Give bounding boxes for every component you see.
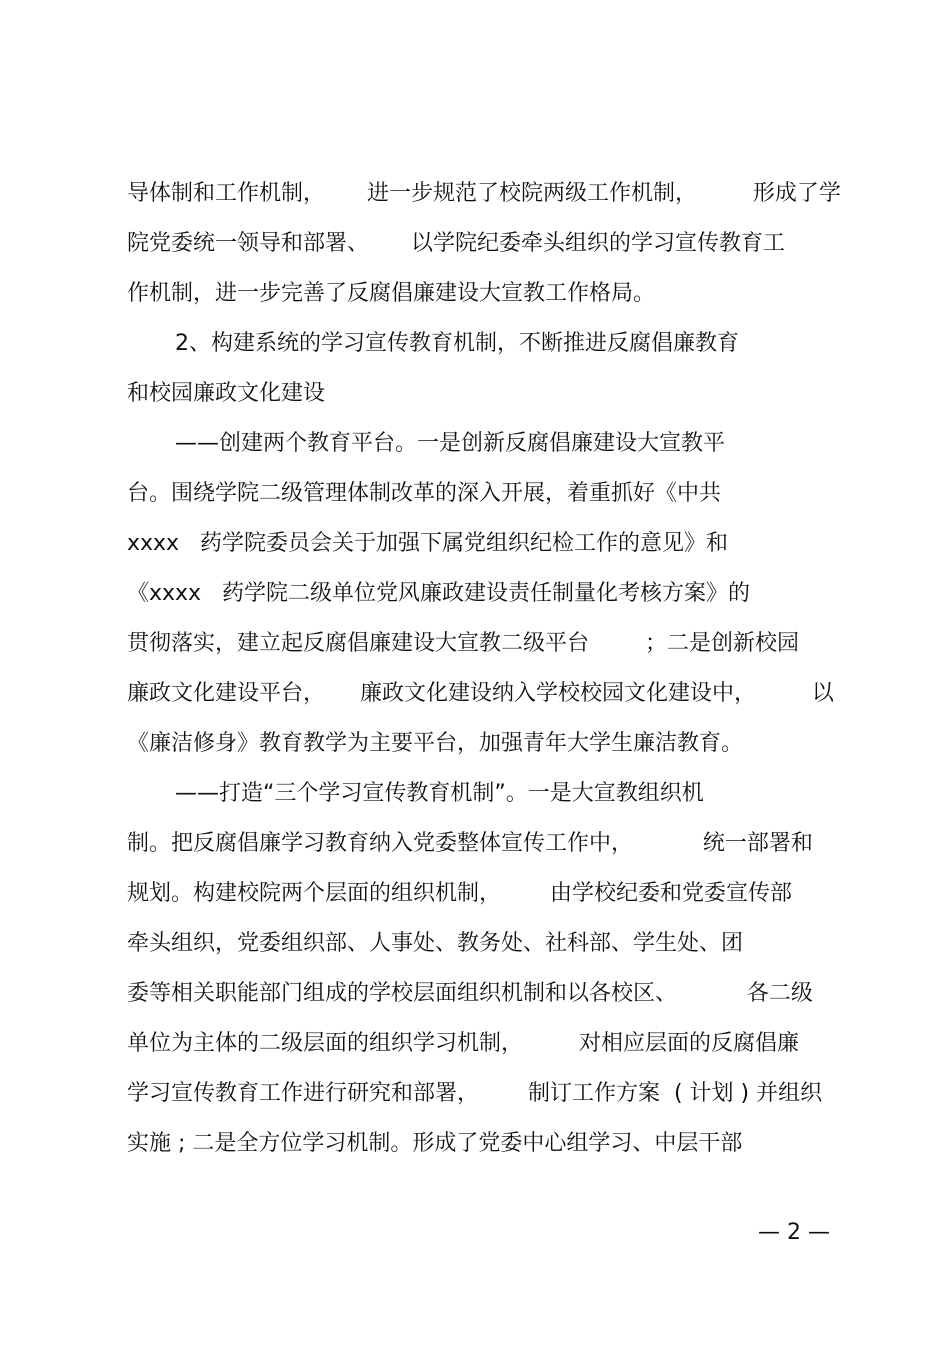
text-line: 《廉洁修身》教育教学为主要平台，加强青年大学生廉洁教育。 [127, 731, 744, 756]
text-line: 作机制，进一步完善了反腐倡廉建设大宣教工作格局。 [127, 281, 656, 306]
text-line: 牵头组织，党委组织部、人事处、教务处、社科部、学生处、团 [127, 931, 744, 956]
paragraph-start-line: ——创建两个教育平台。一是创新反腐倡廉建设大宣教平 [175, 431, 726, 456]
text-line: 学习宣传教育工作进行研究和部署， 制订工作方案 ( 计划 ) 并组织 [127, 1081, 823, 1106]
text-line: 廉政文化建设平台， 廉政文化建设纳入学校校园文化建设中， 以 [127, 681, 834, 706]
text-line: 制。把反腐倡廉学习教育纳入党委整体宣传工作中， 统一部署和 [127, 831, 813, 856]
text-line: 规划。构建校院两个层面的组织机制， 由学校纪委和党委宣传部 [127, 881, 792, 906]
text-line: 单位为主体的二级层面的组织学习机制， 对相应层面的反腐倡廉 [127, 1031, 799, 1056]
text-line: 贯彻落实，建立起反腐倡廉建设大宣教二级平台 ；二是创新校园 [127, 631, 799, 656]
text-line: xxxx 药学院委员会关于加强下属党组织纪检工作的意见》和 [127, 531, 729, 556]
section-heading-line: 和校园廉政文化建设 [127, 381, 326, 406]
text-line: 《xxxx 药学院二级单位党风廉政建设责任制量化考核方案》的 [127, 581, 751, 606]
page-number: — 2 — [758, 1220, 830, 1245]
text-line: 台。围绕学院二级管理体制改革的深入开展，着重抓好《中共 [127, 481, 722, 506]
section-heading-line: 2、构建系统的学习宣传教育机制，不断推进反腐倡廉教育 [175, 331, 739, 356]
text-line: 委等相关职能部门组成的学校层面组织机制和以各校区、 各二级 [127, 981, 813, 1006]
text-line: 院党委统一领导和部署、 以学院纪委牵头组织的学习宣传教育工 [127, 231, 785, 256]
text-line: 导体制和工作机制， 进一步规范了校院两级工作机制， 形成了学 [127, 181, 841, 206]
body-text [127, 176, 841, 1176]
text-line: 实施 ; 二是全方位学习机制。形成了党委中心组学习、中层干部 [127, 1131, 743, 1156]
paragraph-start-line: ——打造“三个学习宣传教育机制”。一是大宣教组织机 [175, 781, 704, 806]
